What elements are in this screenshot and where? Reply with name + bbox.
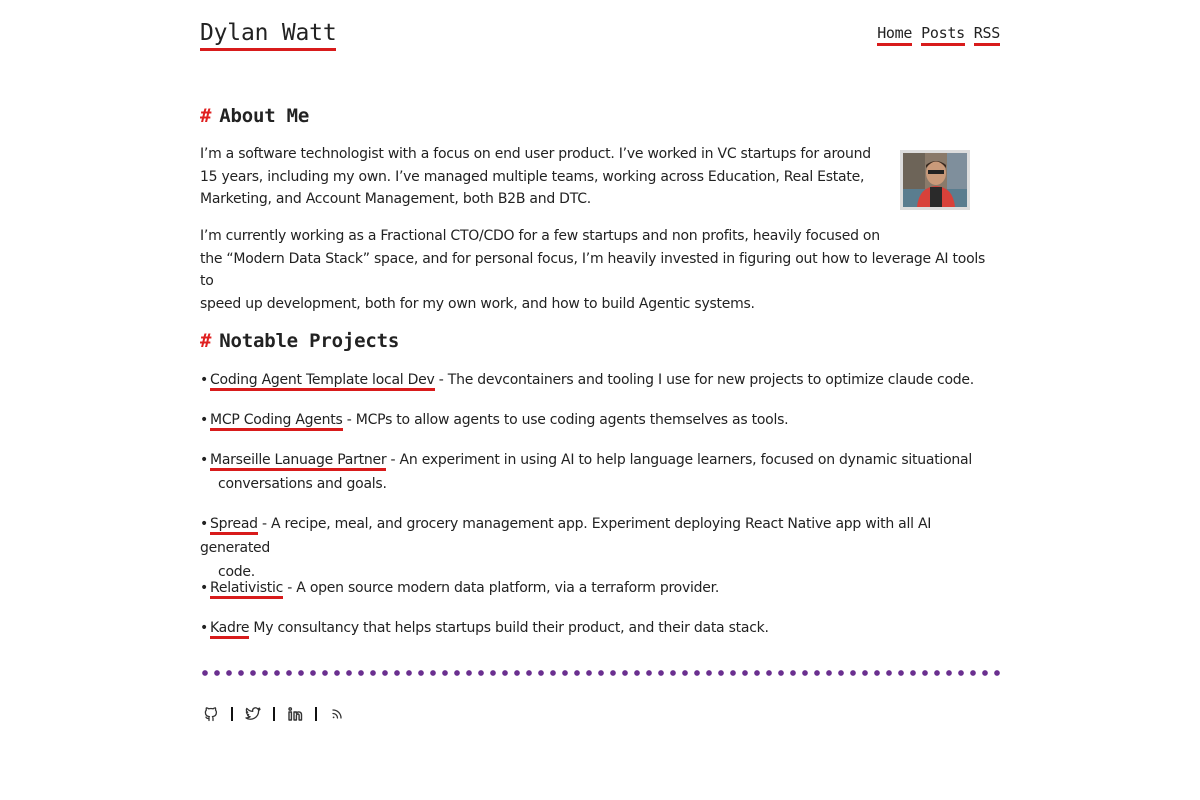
- separator: [231, 707, 233, 721]
- rss-icon[interactable]: [326, 703, 348, 725]
- project-desc-continued: conversations and goals.: [218, 476, 387, 492]
- heading-hash: #: [200, 105, 212, 127]
- about-heading-text: About Me: [219, 105, 310, 127]
- nav-posts[interactable]: Posts: [921, 24, 965, 46]
- linkedin-icon[interactable]: [284, 703, 306, 725]
- text-line: I’m a software technologist with a focus on end user product. I’ve worked in VC startups for around: [200, 146, 871, 162]
- nav-rss[interactable]: RSS: [974, 24, 1000, 46]
- bullet: •: [200, 452, 209, 468]
- site-title-link[interactable]: Dylan Watt: [200, 18, 336, 51]
- project-item: [200, 576, 1000, 600]
- separator: [315, 707, 317, 721]
- project-item: [200, 408, 1000, 432]
- project-desc: - The devcontainers and tooling I use for new projects to optimize claude code.: [434, 372, 974, 388]
- main-nav: [877, 24, 1000, 46]
- twitter-icon[interactable]: [242, 703, 264, 725]
- text-line: I’m currently working as a Fractional CTO/CDO for a few startups and non profits, heavily focused on: [200, 228, 880, 244]
- site-header: [200, 18, 1000, 54]
- dotted-divider: [200, 670, 1000, 676]
- bullet: •: [200, 372, 209, 388]
- project-item: [200, 448, 1000, 496]
- separator: [273, 707, 275, 721]
- social-links: [200, 703, 348, 725]
- avatar-photo: [903, 153, 967, 207]
- project-link-relativistic[interactable]: Relativistic: [210, 580, 283, 599]
- bullet: •: [200, 620, 209, 636]
- project-link-kadre[interactable]: Kadre: [210, 620, 249, 639]
- heading-hash: #: [200, 330, 212, 352]
- project-item: [200, 512, 1000, 584]
- project-desc-continued: code.: [218, 564, 255, 580]
- project-desc: - A recipe, meal, and grocery management app. Experiment deploying React Native app with all AI generated: [200, 516, 932, 556]
- about-heading: [200, 105, 309, 127]
- projects-heading: [200, 330, 399, 352]
- text-line: the “Modern Data Stack” space, and for personal focus, I’m heavily invested in figuring out how to leverage AI tools to: [200, 250, 986, 289]
- projects-heading-text: Notable Projects: [219, 330, 400, 352]
- github-icon[interactable]: [200, 703, 222, 725]
- about-paragraph-2: [200, 225, 1000, 315]
- about-paragraph-1: [200, 143, 890, 211]
- project-desc: My consultancy that helps startups build their product, and their data stack.: [249, 620, 769, 636]
- bullet: •: [200, 516, 209, 532]
- project-desc: - MCPs to allow agents to use coding agents themselves as tools.: [342, 412, 789, 428]
- project-link-coding-agent-template[interactable]: Coding Agent Template local Dev: [210, 372, 435, 391]
- avatar: [900, 150, 970, 210]
- text-line: Marketing, and Account Management, both B2B and DTC.: [200, 191, 591, 207]
- project-desc: - An experiment in using AI to help language learners, focused on dynamic situational: [386, 452, 972, 468]
- bullet: •: [200, 412, 209, 428]
- project-desc: - A open source modern data platform, via a terraform provider.: [283, 580, 720, 596]
- project-link-spread[interactable]: Spread: [210, 516, 258, 535]
- nav-home[interactable]: Home: [877, 24, 912, 46]
- project-item: [200, 368, 1000, 392]
- project-item: [200, 616, 1000, 640]
- project-link-marseille[interactable]: Marseille Lanuage Partner: [210, 452, 386, 471]
- bullet: •: [200, 580, 209, 596]
- text-line: speed up development, both for my own work, and how to build Agentic systems.: [200, 295, 755, 312]
- project-link-mcp-coding-agents[interactable]: MCP Coding Agents: [210, 412, 343, 431]
- text-line: 15 years, including my own. I’ve managed multiple teams, working across Education, Real Estate,: [200, 168, 865, 185]
